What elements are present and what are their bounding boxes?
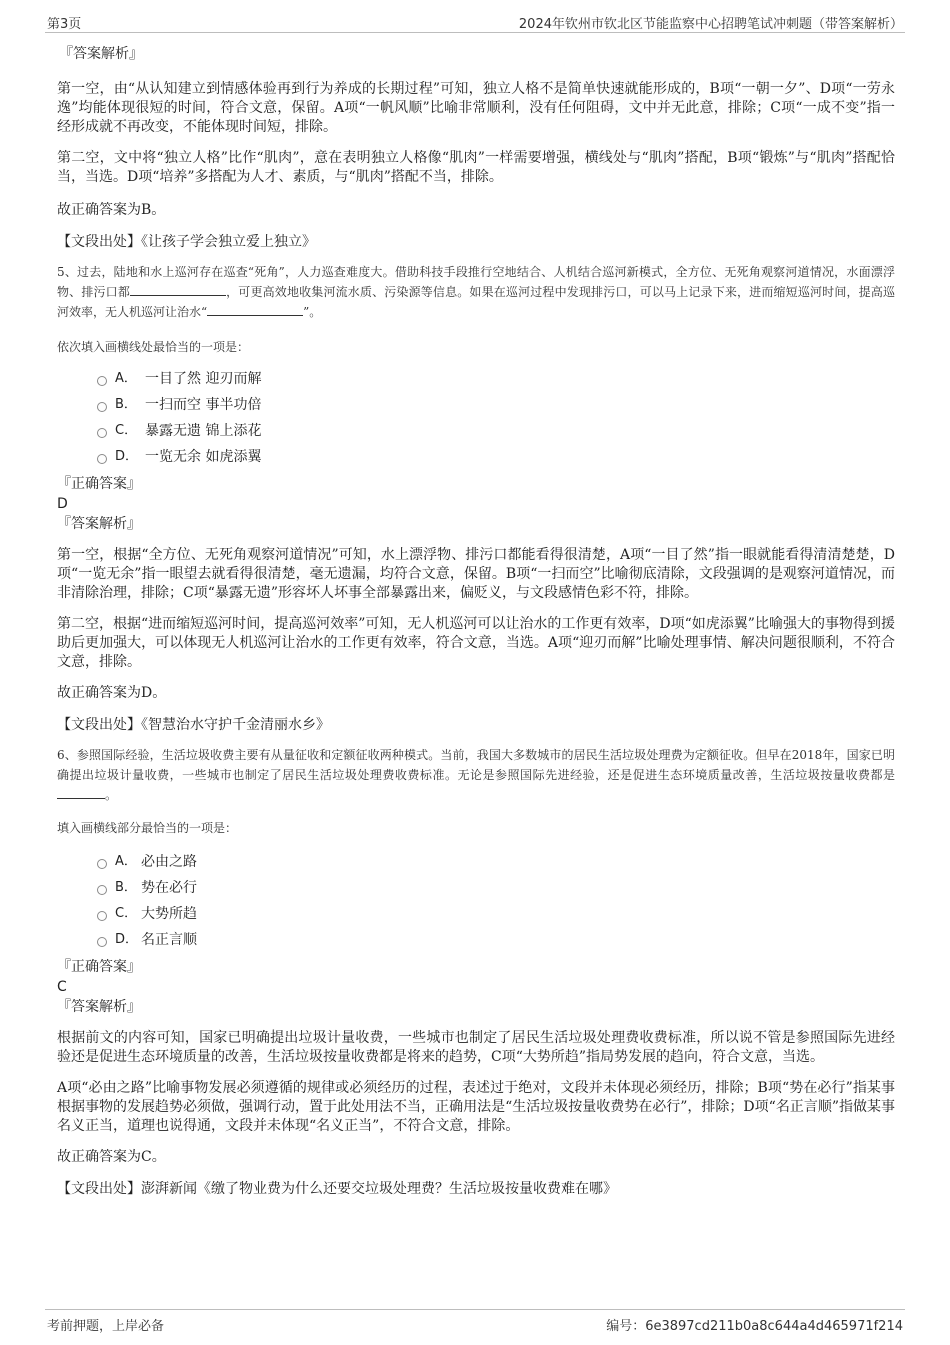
correct-answer-label: 『正确答案』 <box>57 959 141 975</box>
q6-prompt: 填入画横线部分最恰当的一项是： <box>57 821 238 835</box>
q5-prompt: 依次填入画横线处最恰当的一项是： <box>57 340 250 354</box>
analysis-label: 『答案解析』 <box>57 999 141 1015</box>
page-header <box>45 10 905 33</box>
q6-source: 【文段出处】澎湃新闻《缴了物业费为什么还要交垃圾处理费？生活垃圾按量收费难在哪》 <box>57 1181 617 1197</box>
q6-conclusion: 故正确答案为C。 <box>57 1149 166 1165</box>
q5-conclusion: 故正确答案为D。 <box>57 685 167 701</box>
option-letter: A． <box>115 371 137 386</box>
q4-analysis-p1: 第一空，由“从认知建立到情感体验再到行为养成的长期过程”可知，独立人格不是简单快速就能形成的，B项“一朝一夕”、D项“一劳永逸”均能体现很短的时间，符合文意，保留。A项“一帆风顺”比喻非常顺利，没有任何阻碍，文中并无此意，排除；C项“一成不变”指一经形成就不再改变，不能体现时间短，排除。 <box>57 81 895 135</box>
radio-button[interactable] <box>97 885 107 895</box>
q6-options <box>97 849 895 953</box>
page-footer <box>45 1309 905 1334</box>
q5-analysis-p2: 第二空，根据“进而缩短巡河时间，提高巡河效率”可知，无人机巡河可以让治水的工作更有效率，D项“如虎添翼”比喻强大的事物得到援助后更加强大，可以体现无人机巡河让治水的工作更有效率，符合文意，当选。A项“迎刃而解”比喻处理事情、解决问题很顺利，不符合文意，排除。 <box>57 616 895 670</box>
q6-analysis-p2: A项“必由之路”比喻事物发展必须遵循的规律或必须经历的过程，表述过于绝对，文段并未体现必须经历，排除；B项“势在必行”指某事根据事物的发展趋势必须做，强调行动，置于此处用法不当，正确用法是“生活垃圾按量收费势在必行”，排除；D项“名正言顺”指做某事名义正当，道理也说得通，文段并未体现“名义正当”，不符合文意，排除。 <box>57 1080 895 1134</box>
option-text: 一扫而空 事半功倍 <box>145 397 262 413</box>
q6-text-b: 。 <box>105 788 118 802</box>
document-id: 编号：6e3897cd211b0a8c644a4d465971f214 <box>606 1319 903 1334</box>
option-letter: D． <box>115 932 139 947</box>
option-letter: A． <box>115 854 137 869</box>
radio-button[interactable] <box>97 376 107 386</box>
q6-analysis-p1: 根据前文的内容可知，国家已明确提出垃圾计量收费，一些城市也制定了居民生活垃圾处理费收费标准，所以说不管是参照国际先进经验还是促进生态环境质量的改善，生活垃圾按量收费都是将来的趋势，C项“大势所趋”指局势发展的趋向，符合文意，当选。 <box>57 1030 895 1065</box>
q6-option-a[interactable] <box>97 849 895 875</box>
correct-answer-label: 『正确答案』 <box>57 476 141 492</box>
q5-text-c: ”。 <box>303 305 322 319</box>
q5-option-c[interactable] <box>97 418 895 444</box>
q5-blank-1 <box>130 282 226 296</box>
radio-button[interactable] <box>97 859 107 869</box>
option-letter: D． <box>115 449 139 464</box>
option-text: 势在必行 <box>141 880 197 896</box>
q5-source: 【文段出处】《智慧治水守护千金清丽水乡》 <box>57 717 330 733</box>
q6-option-b[interactable] <box>97 875 895 901</box>
analysis-label: 『答案解析』 <box>59 46 143 62</box>
q5-analysis-p1: 第一空，根据“全方位、无死角观察河道情况”可知，水上漂浮物、排污口都能看得很清楚，A项“一目了然”指一眼就能看得清清楚楚，D项“一览无余”指一眼望去就看得很清楚，毫无遗漏，均符合文意，保留。B项“一扫而空”比喻彻底清除，文段强调的是观察河道情况，而非清除治理，排除；C项“暴露无遗”形容坏人坏事全部暴露出来，偏贬义，与文段感情色彩不符，排除。 <box>57 547 895 601</box>
q5-blank-2 <box>207 302 303 316</box>
option-text: 一览无余 如虎添翼 <box>145 449 262 465</box>
option-text: 大势所趋 <box>141 906 197 922</box>
analysis-label: 『答案解析』 <box>57 516 141 532</box>
q6-option-d[interactable] <box>97 927 895 953</box>
q6-answer: C <box>57 979 67 995</box>
option-text: 名正言顺 <box>141 932 197 948</box>
radio-button[interactable] <box>97 428 107 438</box>
q4-conclusion: 故正确答案为B。 <box>57 202 166 218</box>
q4-source: 【文段出处】《让孩子学会独立爱上独立》 <box>57 234 316 250</box>
q6-blank <box>57 785 105 799</box>
q5-options <box>97 366 895 470</box>
q5-question <box>57 262 895 322</box>
radio-button[interactable] <box>97 911 107 921</box>
q5-text-a: 5、过去，陆地和水上巡河存在巡查“死角”，人力巡查难度大。借助科技手段推行空地结合、人机结合巡河新模式，全方位、无死角观察河道情况，水面漂浮物、排污口都 <box>57 265 895 299</box>
option-text: 必由之路 <box>141 854 197 870</box>
q5-text-b: ，可更高效地收集河流水质、污染源等信息。如果在巡河过程中发现排污口，可以马上记录下来，进而缩短巡河时间，提高巡河效率，无人机巡河让治水“ <box>57 285 895 319</box>
q5-option-d[interactable] <box>97 444 895 470</box>
document-title: 2024年钦州市钦北区节能监察中心招聘笔试冲刺题（带答案解析） <box>518 17 903 32</box>
option-letter: B． <box>115 880 137 895</box>
q6-option-c[interactable] <box>97 901 895 927</box>
radio-button[interactable] <box>97 454 107 464</box>
q4-analysis-p2: 第二空，文中将“独立人格”比作“肌肉”，意在表明独立人格像“肌肉”一样需要增强，横线处与“肌肉”搭配，B项“锻炼”与“肌肉”搭配恰当，当选。D项“培养”多搭配为人才、素质，与“肌肉”搭配不当，排除。 <box>57 150 895 185</box>
radio-button[interactable] <box>97 937 107 947</box>
option-letter: B． <box>115 397 137 412</box>
option-letter: C． <box>115 423 138 438</box>
page-number: 第3页 <box>47 17 82 32</box>
q5-option-a[interactable] <box>97 366 895 392</box>
q6-text-a: 6、参照国际经验，生活垃圾收费主要有从量征收和定额征收两种模式。当前，我国大多数城市的居民生活垃圾处理费为定额征收。但早在2018年，国家已明确提出垃圾计量收费，一些城市也制定了居民生活垃圾处理费收费标准。无论是参照国际先进经验，还是促进生态环境质量改善，生活垃圾按量收费都是 <box>57 748 895 782</box>
footer-slogan: 考前押题，上岸必备 <box>47 1319 165 1334</box>
option-letter: C． <box>115 906 138 921</box>
document-body <box>57 44 895 1199</box>
option-text: 暴露无遗 锦上添花 <box>145 423 262 439</box>
radio-button[interactable] <box>97 402 107 412</box>
option-text: 一目了然 迎刃而解 <box>145 371 262 387</box>
q6-question <box>57 745 895 805</box>
q5-answer: D <box>57 496 68 512</box>
q5-option-b[interactable] <box>97 392 895 418</box>
